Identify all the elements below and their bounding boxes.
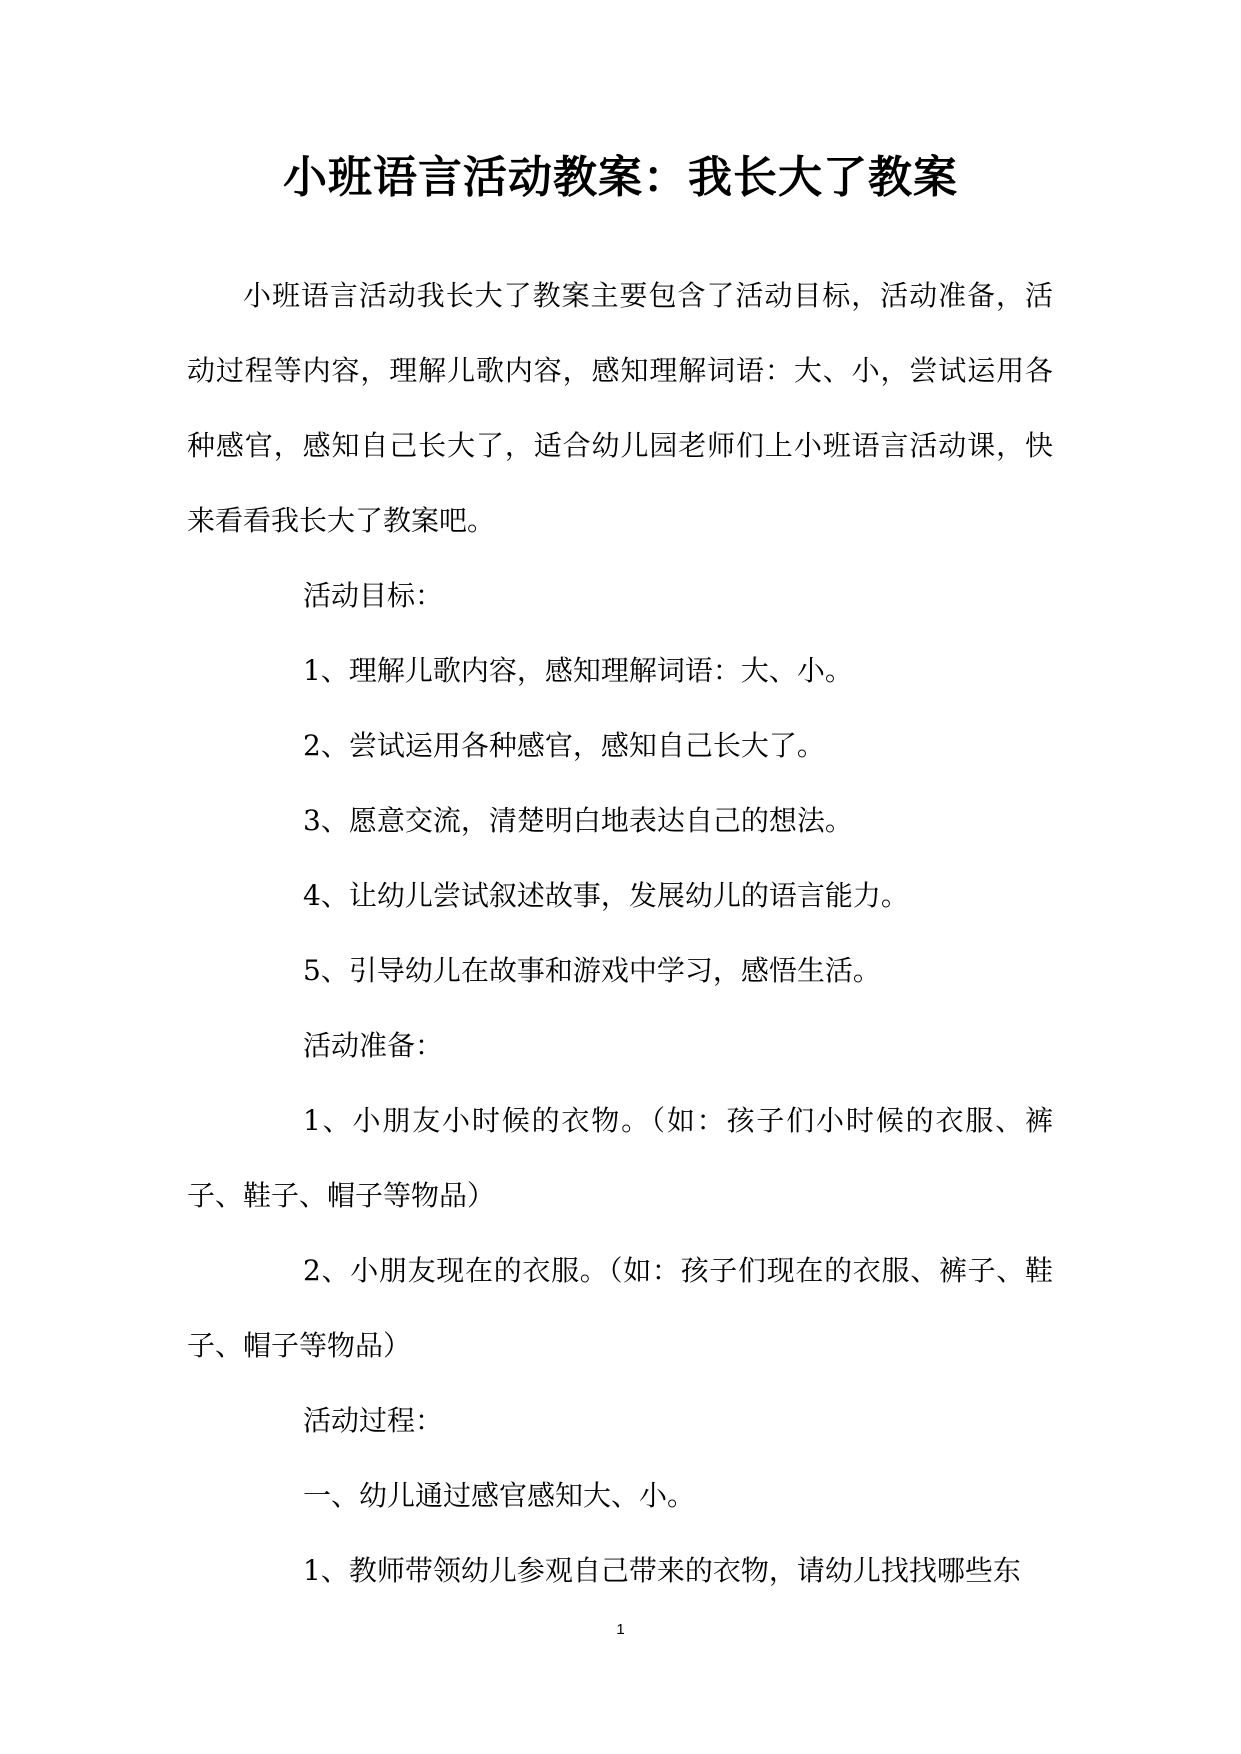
goal-item-3: 3、愿意交流，清楚明白地表达自己的想法。: [303, 804, 853, 837]
process-step-heading-1: 一、幼儿通过感官感知大、小。: [303, 1479, 696, 1512]
goal-item-4: 4、让幼儿尝试叙述故事，发展幼儿的语言能力。: [303, 879, 909, 912]
preparation-item-1: 1、小朋友小时候的衣物。（如：孩子们小时候的衣服、裤子、鞋子、帽子等物品）: [187, 1104, 1053, 1212]
section-heading-preparation: 活动准备：: [303, 1029, 444, 1062]
section-heading-goals: 活动目标：: [303, 579, 444, 612]
preparation-item-2: 2、小朋友现在的衣服。（如：孩子们现在的衣服、裤子、鞋子、帽子等物品）: [187, 1254, 1053, 1362]
page-number: 1: [616, 1621, 625, 1638]
section-heading-process: 活动过程：: [303, 1404, 444, 1437]
goal-item-1: 1、理解儿歌内容，感知理解词语：大、小。: [303, 654, 853, 687]
goal-item-5: 5、引导幼儿在故事和游戏中学习，感悟生活。: [303, 954, 881, 987]
document-body: [187, 258, 1053, 1608]
goal-item-2: 2、尝试运用各种感官，感知自己长大了。: [303, 729, 825, 762]
process-step-item-1: 1、教师带领幼儿参观自己带来的衣物，请幼儿找找哪些东: [303, 1554, 1021, 1587]
intro-paragraph: 小班语言活动我长大了教案主要包含了活动目标，活动准备，活动过程等内容，理解儿歌内容，感知理解词语：大、小，尝试运用各种感官，感知自己长大了，适合幼儿园老师们上小班语言活动课，快来看看我长大了教案吧。: [187, 279, 1053, 537]
document-title: 小班语言活动教案：我长大了教案: [283, 152, 958, 203]
